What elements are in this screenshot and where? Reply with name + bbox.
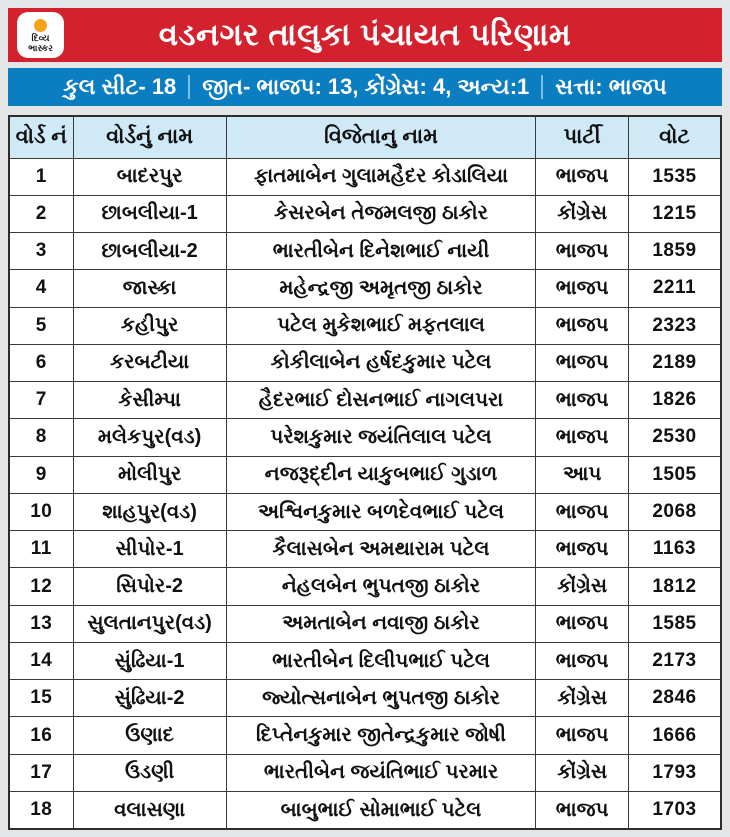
party-cell: ભાજપ <box>536 642 629 679</box>
column-header-ward-name: વોર્ડનું નામ <box>73 116 226 158</box>
party-cell: ભાજપ <box>536 792 629 829</box>
table-row <box>9 531 721 568</box>
ward-name-cell: છાબલીયા-1 <box>73 195 226 232</box>
ward-name-cell: ઉડણી <box>73 754 226 791</box>
party-cell: ભાજપ <box>536 605 629 642</box>
logo-text-line1: દિવ્ય <box>31 33 50 43</box>
table-row <box>9 456 721 493</box>
ward-number-cell: 5 <box>9 307 73 344</box>
summary-divider <box>188 75 190 99</box>
winner-name-cell: અશ્વિનકુમાર બળદેવભાઈ પટેલ <box>226 493 536 530</box>
party-cell: ભાજપ <box>536 233 629 270</box>
ward-number-cell: 16 <box>9 717 73 754</box>
results-table <box>8 115 722 830</box>
ward-name-cell: મોલીપુર <box>73 456 226 493</box>
party-cell: ભાજપ <box>536 531 629 568</box>
page-title: વડનગર તાલુકા પંચાયત પરિણામ <box>158 16 572 52</box>
votes-cell: 2323 <box>628 307 721 344</box>
column-header-winner-name: વિજેતાનુ નામ <box>226 116 536 158</box>
party-cell: કોંગ્રેસ <box>536 680 629 717</box>
ward-name-cell: બાદરપુર <box>73 158 226 195</box>
table-row <box>9 717 721 754</box>
votes-cell: 2846 <box>628 680 721 717</box>
ward-number-cell: 12 <box>9 568 73 605</box>
ward-name-cell: કરબટીયા <box>73 344 226 381</box>
sun-dot-icon <box>34 19 47 32</box>
winner-name-cell: હૈદરભાઈ દોસનભાઈ નાગલપરા <box>226 382 536 419</box>
ward-number-cell: 2 <box>9 195 73 232</box>
party-cell: ભાજપ <box>536 158 629 195</box>
ward-number-cell: 15 <box>9 680 73 717</box>
votes-cell: 2173 <box>628 642 721 679</box>
winner-name-cell: ફાતમાબેન ગુલામહૈદર કોડાલિયા <box>226 158 536 195</box>
party-cell: ભાજપ <box>536 382 629 419</box>
ward-number-cell: 18 <box>9 792 73 829</box>
winner-name-cell: નેહલબેન ભુપતજી ઠાકોર <box>226 568 536 605</box>
table-row <box>9 195 721 232</box>
winner-name-cell: ભારતીબેન દિલીપભાઈ પટેલ <box>226 642 536 679</box>
ward-name-cell: કેસીમ્પા <box>73 382 226 419</box>
ward-number-cell: 11 <box>9 531 73 568</box>
results-table-head <box>9 116 721 158</box>
summary-wins: જીત- ભાજપ: 13, કોંગ્રેસ: 4, અન્ય:1 <box>202 74 530 99</box>
summary-divider <box>541 75 543 99</box>
ward-name-cell: કહીપુર <box>73 307 226 344</box>
ward-name-cell: શાહપુર(વડ) <box>73 493 226 530</box>
ward-number-cell: 1 <box>9 158 73 195</box>
winner-name-cell: કોકીલાબેન હર્ષદકુમાર પટેલ <box>226 344 536 381</box>
results-table-body <box>9 158 721 829</box>
ward-name-cell: સિપોર-2 <box>73 568 226 605</box>
table-row <box>9 493 721 530</box>
party-cell: ભાજપ <box>536 493 629 530</box>
party-cell: ભાજપ <box>536 419 629 456</box>
ward-number-cell: 3 <box>9 233 73 270</box>
votes-cell: 1793 <box>628 754 721 791</box>
winner-name-cell: નજરૂદ્દીન યાકુબભાઈ ગુડાળ <box>226 456 536 493</box>
summary-bar <box>8 68 722 106</box>
column-header-party: પાર્ટી <box>536 116 629 158</box>
ward-name-cell: છાબલીયા-2 <box>73 233 226 270</box>
table-row <box>9 344 721 381</box>
ward-name-cell: ઉણાદ <box>73 717 226 754</box>
votes-cell: 1163 <box>628 531 721 568</box>
summary-total-seats: કુલ સીટ- 18 <box>63 74 177 99</box>
table-row <box>9 642 721 679</box>
ward-name-cell: સુંઢિયા-1 <box>73 642 226 679</box>
votes-cell: 2211 <box>628 270 721 307</box>
table-row <box>9 792 721 829</box>
ward-name-cell: વલાસણા <box>73 792 226 829</box>
table-row <box>9 382 721 419</box>
votes-cell: 1585 <box>628 605 721 642</box>
winner-name-cell: ભારતીબેન જયંતિભાઈ પરમાર <box>226 754 536 791</box>
table-row <box>9 680 721 717</box>
table-row <box>9 419 721 456</box>
results-table-container <box>8 115 722 830</box>
winner-name-cell: કૈલાસબેન અમથારામ પટેલ <box>226 531 536 568</box>
winner-name-cell: પરેશકુમાર જયંતિલાલ પટેલ <box>226 419 536 456</box>
ward-number-cell: 10 <box>9 493 73 530</box>
table-row <box>9 568 721 605</box>
party-cell: કોંગ્રેસ <box>536 568 629 605</box>
logo-text-line2: ભાસ્કર <box>28 43 53 53</box>
table-row <box>9 754 721 791</box>
party-cell: આપ <box>536 456 629 493</box>
divya-bhaskar-logo <box>17 12 64 58</box>
winner-name-cell: જ્યોત્સનાબેન ભુપતજી ઠાકોર <box>226 680 536 717</box>
party-cell: ભાજપ <box>536 270 629 307</box>
table-row <box>9 307 721 344</box>
ward-number-cell: 17 <box>9 754 73 791</box>
party-cell: કોંગ્રેસ <box>536 754 629 791</box>
winner-name-cell: અમતાબેન નવાજી ઠાકોર <box>226 605 536 642</box>
ward-name-cell: સુંઢિયા-2 <box>73 680 226 717</box>
ward-number-cell: 8 <box>9 419 73 456</box>
votes-cell: 1535 <box>628 158 721 195</box>
winner-name-cell: બાબુભાઈ સોમાભાઈ પટેલ <box>226 792 536 829</box>
party-cell: કોંગ્રેસ <box>536 195 629 232</box>
winner-name-cell: ભારતીબેન દિનેશભાઈ નાયી <box>226 233 536 270</box>
votes-cell: 1703 <box>628 792 721 829</box>
ward-name-cell: જાસ્કા <box>73 270 226 307</box>
votes-cell: 2530 <box>628 419 721 456</box>
winner-name-cell: દિપ્તેનકુમાર જીતેન્દ્રકુમાર જોષી <box>226 717 536 754</box>
ward-number-cell: 9 <box>9 456 73 493</box>
table-row <box>9 605 721 642</box>
ward-number-cell: 14 <box>9 642 73 679</box>
votes-cell: 1505 <box>628 456 721 493</box>
ward-name-cell: મલેકપુર(વડ) <box>73 419 226 456</box>
table-row <box>9 233 721 270</box>
party-cell: ભાજપ <box>536 344 629 381</box>
votes-cell: 1859 <box>628 233 721 270</box>
table-row <box>9 270 721 307</box>
votes-cell: 1215 <box>628 195 721 232</box>
winner-name-cell: કેસરબેન તેજમલજી ઠાકોર <box>226 195 536 232</box>
votes-cell: 1826 <box>628 382 721 419</box>
votes-cell: 2068 <box>628 493 721 530</box>
table-row <box>9 158 721 195</box>
votes-cell: 1812 <box>628 568 721 605</box>
party-cell: ભાજપ <box>536 307 629 344</box>
ward-number-cell: 4 <box>9 270 73 307</box>
winner-name-cell: મહેન્દ્રજી અમૃતજી ઠાકોર <box>226 270 536 307</box>
ward-number-cell: 13 <box>9 605 73 642</box>
ward-name-cell: સીપોર-1 <box>73 531 226 568</box>
ward-name-cell: સુલતાનપુર(વડ) <box>73 605 226 642</box>
column-header-votes: વોટ <box>628 116 721 158</box>
title-banner <box>8 8 722 62</box>
votes-cell: 2189 <box>628 344 721 381</box>
winner-name-cell: પટેલ મુકેશભાઈ મફતલાલ <box>226 307 536 344</box>
party-cell: ભાજપ <box>536 717 629 754</box>
summary-ruling-party: સત્તા: ભાજપ <box>555 74 667 99</box>
ward-number-cell: 6 <box>9 344 73 381</box>
header-row <box>9 116 721 158</box>
column-header-ward-no: વોર્ડ નં <box>9 116 73 158</box>
ward-number-cell: 7 <box>9 382 73 419</box>
votes-cell: 1666 <box>628 717 721 754</box>
